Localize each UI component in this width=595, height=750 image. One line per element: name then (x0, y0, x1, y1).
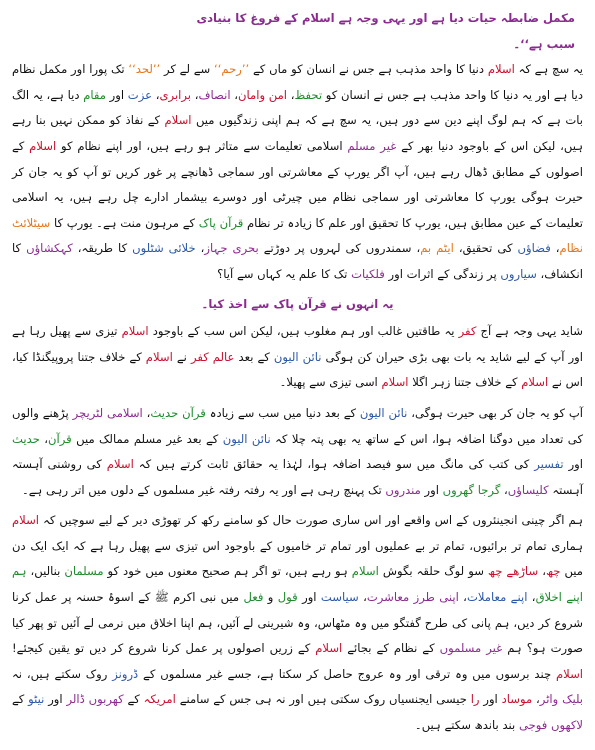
highlighted-term: حدیث (12, 431, 40, 446)
text-run: کے (12, 692, 29, 707)
highlighted-term: اسلام (315, 641, 343, 656)
text-run: کے نفاذ کو ممکن نہیں بنا رہے ہیں، لیکن اس کے باوجود دنیا بھر کے (12, 113, 583, 153)
highlighted-term: نائن الیون (359, 405, 408, 420)
highlighted-term: فعل (243, 590, 264, 605)
highlighted-term: کلیساؤں (507, 482, 549, 497)
text-run: کے زریں اصولوں پر عمل کرنا شروع کر دیں تو یقین کیجئے! (12, 641, 316, 656)
highlighted-term: اسلام (381, 375, 409, 390)
text-run: کی کتب کی مانگ میں سو فیصد اضافہ ہوا، لہٰذا یہ حقائق ثابت کرتے ہیں کہ (133, 457, 535, 472)
text-run: اور (420, 482, 443, 497)
text-run: ، (500, 482, 508, 497)
highlighted-term: فضاؤں (517, 241, 551, 256)
text-run: میں نبی اکرم ﷺ کے اسوۂ حسنہ پر عمل کرنا شروع کر دیں، ہم پانی کی طرح گفتگو میں وہ مٹھاس، وہ شیرینی لے آئیں، ہم اپنا اخلاق میں نرمی لے آئیں تو پھر کیا صورت ہو؟ ہم (12, 590, 583, 656)
text-run: سو لوگ حلقہ بگوش (378, 564, 488, 579)
text-run: جیسی ایجنسیاں روک سکتی ہیں اور نہ ہی جس کے سامنے (175, 692, 471, 707)
highlighted-term: اپنے معاملات (466, 590, 528, 605)
highlighted-term: امریکہ (143, 692, 176, 707)
text-run: اسلامی تعلیمات سے متاثر ہو رہے ہیں، اور اپنے نظام کو (56, 138, 348, 153)
text-run: یہ طاقتیں غالب اور ہم مغلوب ہیں، لیکن اس سب کے باوجود (148, 324, 459, 339)
text-run: کے خلاف جتنا پروپیگنڈا کیا، اس نے (12, 349, 583, 390)
highlighted-term: فلکیات (351, 266, 385, 281)
text-run: سے لے کر (160, 62, 215, 77)
text-run: دیا ہے، یہ الگ بات ہے کہ ہم لوگ اپنے دین سے دور ہیں، یہ سچ ہے کہ ہم اپنی زندگیوں میں (12, 87, 583, 128)
highlighted-term: اسلام (521, 375, 549, 390)
text-run: نے (172, 349, 191, 364)
text-run: پڑھنے والوں کی تعداد میں دوگنا اضافہ ہوا، اس کے ساتھ یہ بھی پتہ چلا کہ (12, 405, 583, 446)
highlighted-term: امن وامان (238, 87, 288, 102)
text-run: ، سمندروں کی لہروں پر دوڑتے (258, 241, 421, 256)
highlighted-term: خلائی شٹلوں (132, 241, 196, 256)
highlighted-term: اسلام (487, 62, 515, 77)
text-run: کے بعد دنیا میں سب سے زیادہ (205, 405, 360, 420)
highlighted-term: بلیک واٹر (539, 692, 584, 707)
text-run: ہماری تمام تر برائیوں، تمام تر بے عملیوں اور تمام تر خامیوں کے باوجود اس تیزی سے پھیل رہا ہے کہ ایک ایک دن میں (12, 538, 583, 579)
highlighted-term: مقام (83, 87, 106, 102)
highlighted-term: سیٹلائٹ نظام (12, 215, 583, 256)
highlighted-term: کہکشاؤں (26, 241, 73, 256)
text-run: ، (527, 590, 536, 605)
highlighted-term: چھ (545, 564, 561, 579)
highlighted-term: سیاست (320, 590, 359, 605)
highlighted-term: تفسیر (534, 457, 564, 472)
highlighted-term: اسلامی لٹریچر (72, 405, 143, 420)
subheading: یہ انہوں نے قرآن پاک سے اخذ کیا۔ (201, 296, 394, 311)
highlighted-term: ڈرونز (112, 666, 139, 681)
text-run: اور (105, 87, 128, 102)
text-run: ، (458, 590, 467, 605)
text-run: تیزی سے پھیل رہا ہے اور آپ کے لیے شاید یہ بات بھی بڑی حیران کن ہوگی (12, 324, 583, 364)
highlighted-term: اسلام (121, 324, 149, 339)
highlighted-term: اسلام (12, 513, 40, 528)
highlighted-term: برابری (159, 87, 192, 102)
text-run: ، (195, 241, 205, 256)
highlighted-term: عزت (127, 87, 153, 102)
text-run: اور (44, 692, 67, 707)
text-run: پر زندگی کے اثرات اور (384, 266, 501, 281)
highlighted-term: عالم کفر (190, 349, 235, 364)
highlighted-term: نائن الیون (273, 349, 322, 364)
text-run: ، (142, 405, 151, 420)
text-run: بنالیں، (26, 564, 65, 579)
highlighted-term: اسلام (29, 138, 57, 153)
highlighted-term: نیٹو (28, 692, 45, 707)
highlighted-term: غیر مسلموں (439, 641, 503, 656)
highlighted-term: اپنی طرز معاشرت (366, 590, 459, 605)
highlighted-term: اسلام (555, 666, 584, 681)
text-run: ، (230, 87, 238, 102)
text-run: ، (152, 87, 160, 102)
highlighted-term: قرآن (48, 431, 72, 446)
highlighted-term: غیر مسلم (347, 138, 397, 153)
highlighted-term: اسلام (106, 457, 134, 472)
highlighted-term: اسلام (145, 349, 173, 364)
text-run: اور (479, 692, 502, 707)
highlighted-term: مسلمان (64, 564, 104, 579)
paragraph-1 (12, 57, 583, 287)
highlighted-term: ساڑھے چھ (487, 564, 539, 579)
text-run: تک پہنچ رہی ہے اور یہ رفتہ رفتہ غیر مسلموں کے دلوں میں اتر رہی ہے۔ (21, 482, 386, 497)
highlighted-term: نائن الیون (222, 431, 271, 446)
highlighted-term: قرآن حدیث (150, 405, 206, 420)
text-run: ، (287, 87, 295, 102)
highlighted-term: قرآن پاک (198, 215, 244, 230)
text-run: کے نظام کے بجائے (342, 641, 440, 656)
text-run: کی روشنی آہستہ آہستہ (12, 457, 583, 497)
text-run: کے بعد غیر مسلم ممالک میں (71, 431, 223, 446)
text-run: یہ سچ ہے کہ (514, 62, 584, 77)
text-run: تک پورا اور مکمل نظام دیا ہے اور یہ دنیا کا واحد مذہب ہے جس نے انسان کو (12, 62, 583, 102)
text-run: کی تحقیق، (453, 241, 518, 256)
highlighted-term: ’’لحد‘‘ (128, 62, 161, 77)
highlighted-term: ’’رحم‘‘ (214, 62, 250, 77)
text-run: ہم اگر چینی انجینئروں کے اس واقعے اور اس ساری صورت حال کو سامنے رکھ کر تھوڑی دیر کے لیے سوچیں کہ (39, 513, 583, 528)
highlighted-term: گرجا گھروں (442, 482, 501, 497)
highlighted-term: قول (277, 590, 298, 605)
highlighted-term: ہم اپنے اخلاق (12, 564, 583, 605)
text-run: ، (538, 564, 546, 579)
text-run: کا انکشاف، (12, 241, 583, 281)
text-run: کے اصولوں کے مطابق ڈھال رہے ہیں، آپ اگر یورپ کے معاشرتی اور سماجی ڈھانچے پر غور کریں تو آپ کو یہ جان کر حیرت ہوگی یورپ کا معاشرتی اور سماجی نظام میں چیرٹی اور دوسرے بیشمار ادارے چل رہے ہیں، یہ اسلامی تعلیمات کے عین مطابق ہیں، یورپ کا تحقیق اور علم کا زیادہ تر نظام (12, 138, 583, 230)
text-run: ، (39, 431, 49, 446)
paragraph-4 (12, 508, 583, 738)
heading-line-2: سبب ہے‘‘۔ (513, 36, 575, 51)
text-run: کے (123, 692, 144, 707)
text-run: آپ کو یہ جان کر بھی حیرت ہوگی، (407, 405, 584, 420)
highlighted-term: ایٹم بم (420, 241, 454, 256)
text-run: تک کا علم یہ کہاں سے آیا؟ (217, 266, 352, 281)
highlighted-term: انصاف (198, 87, 231, 102)
text-run: ، (191, 87, 199, 102)
highlighted-term: اسلام (164, 113, 192, 128)
text-run: اور (297, 590, 321, 605)
text-run: کے مرہون منت ہے۔ یورپ کا (50, 215, 199, 230)
paragraph-2 (12, 319, 583, 396)
text-run: و (263, 590, 278, 605)
highlighted-term: تحفظ (294, 87, 323, 102)
text-run: اور (563, 457, 583, 472)
highlighted-term: کھربوں ڈالر (66, 692, 124, 707)
text-run: ، (550, 241, 560, 256)
highlighted-term: سیاروں (500, 266, 537, 281)
text-run: اسی تیزی سے پھیلا۔ (279, 375, 382, 390)
text-run: ، (532, 692, 540, 707)
text-run: ہو رہے ہیں، تو اگر ہم صحیح معنوں میں خود کو (103, 564, 352, 579)
text-run: کے بعد (234, 349, 274, 364)
text-run: کا طریقہ، (72, 241, 133, 256)
highlighted-term: اسلام (351, 564, 379, 579)
text-run: روک سکتے ہیں، نہ (12, 666, 113, 681)
highlighted-term: را (470, 692, 480, 707)
highlighted-term: مندروں (385, 482, 421, 497)
text-run: کے خلاف جتنا زہر اگلا (408, 375, 522, 390)
text-run: ، (358, 590, 367, 605)
text-run: بند باندھ سکتے ہیں۔ (414, 718, 519, 733)
text-run: دنیا کا واحد مذہب ہے جس نے انسان کو ماں کے (249, 62, 488, 77)
text-run: چند برسوں میں وہ ترقی اور وہ عروج حاصل کر سکتا ہے، جسے غیر مسلموں کے (138, 666, 556, 681)
paragraph-3 (12, 401, 583, 503)
highlighted-term: بحری جہاز (204, 241, 259, 256)
text-run: شاید یہی وجہ ہے آج (476, 324, 583, 339)
highlighted-term: موساد (501, 692, 533, 707)
highlighted-term: کفر (458, 324, 477, 339)
heading-line-1: مکمل ضابطہ حیات دیا ہے اور یہی وجہ ہے اسلام کے فروغ کا بنیادی (196, 11, 575, 25)
article-heading (12, 6, 575, 57)
highlighted-term: لاکھوں فوجی (518, 718, 583, 733)
